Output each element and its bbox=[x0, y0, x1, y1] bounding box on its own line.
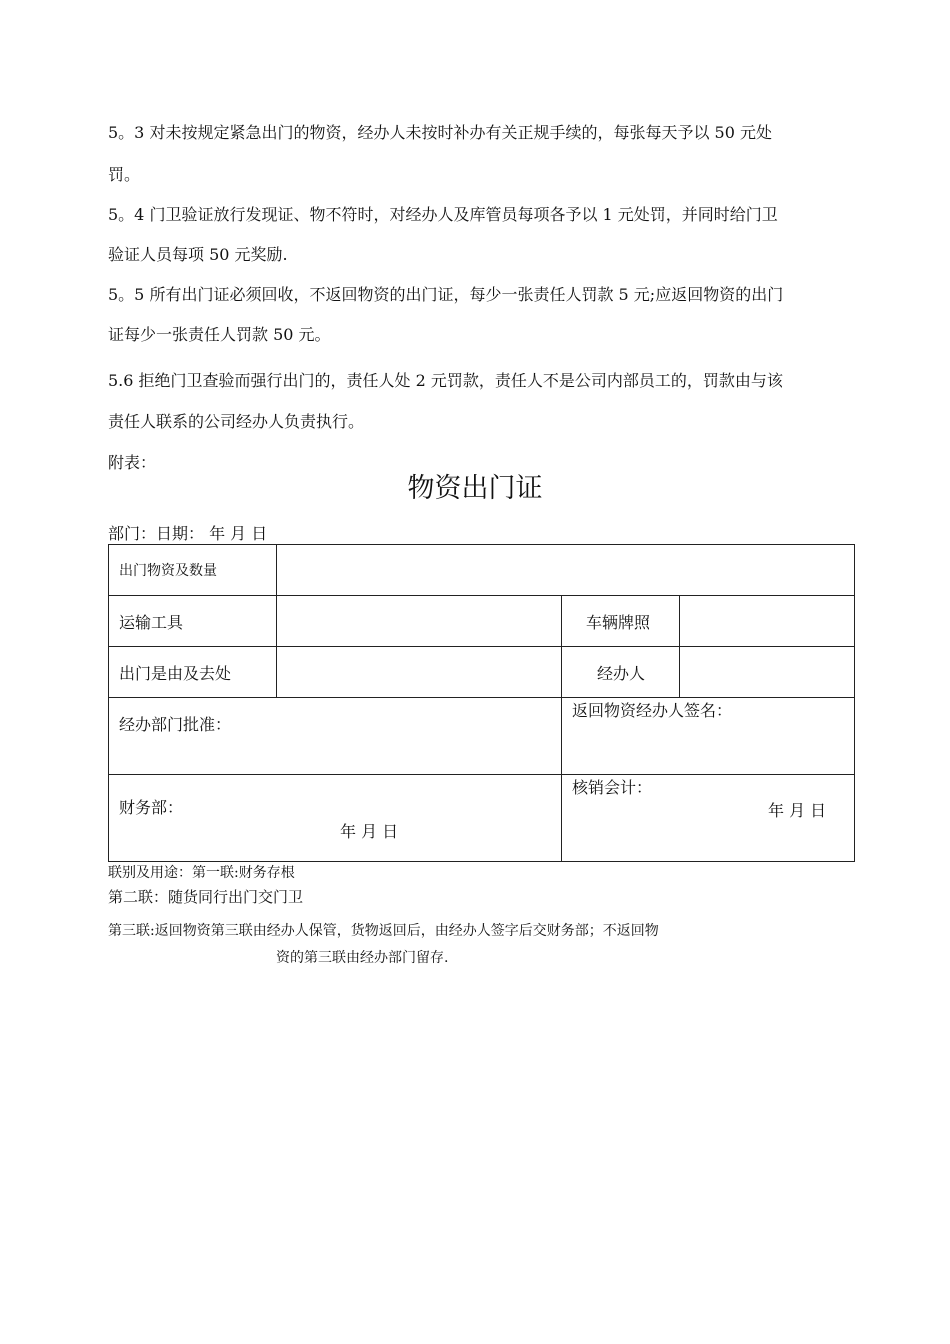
form-row-divider bbox=[108, 774, 855, 775]
auditor-date: 年 月 日 bbox=[768, 801, 827, 820]
form-row-divider bbox=[108, 697, 855, 698]
finance-date: 年 月 日 bbox=[340, 822, 399, 841]
form-border-right bbox=[854, 544, 855, 862]
rule-5-4-line-2: 验证人员每项 50 元奖励. bbox=[108, 245, 288, 264]
rule-5-5-line-2: 证每少一张责任人罚款 50 元。 bbox=[108, 325, 331, 344]
rule-5-3-line-2: 罚。 bbox=[108, 165, 141, 184]
rule-5-3-line-1: 5。3 对未按规定紧急出门的物资，经办人未按时补办有关正规手续的，每张每天予以 50 元处 bbox=[108, 123, 772, 142]
form-col-divider bbox=[276, 544, 277, 698]
form-row-divider bbox=[108, 646, 855, 647]
rule-5-6-line-1: 5.6 拒绝门卫查验而强行出门的，责任人处 2 元罚款，责任人不是公司内部员工的，罚款由与该 bbox=[108, 371, 783, 390]
form-col-divider bbox=[679, 595, 680, 698]
auditor-label: 核销会计： bbox=[572, 778, 653, 797]
copy-usage-line-4: 资的第三联由经办部门留存. bbox=[276, 950, 449, 966]
goods-quantity-label: 出门物资及数量 bbox=[119, 563, 217, 579]
form-border-top bbox=[108, 544, 855, 545]
plate-number-label: 车辆牌照 bbox=[586, 613, 651, 632]
form-row-divider bbox=[108, 595, 855, 596]
form-meta-line: 部门：日期： 年 月 日 bbox=[108, 524, 268, 543]
copy-usage-line-2: 第二联：随货同行出门交门卫 bbox=[108, 888, 304, 906]
copy-usage-line-1: 联别及用途：第一联:财务存根 bbox=[108, 865, 295, 881]
return-signature-label: 返回物资经办人签名： bbox=[572, 701, 733, 720]
rule-5-4-line-1: 5。4 门卫验证放行发现证、物不符时，对经办人及库管员每项各予以 1 元处罚，并同时给门卫 bbox=[108, 205, 778, 224]
dept-approval-label: 经办部门批准： bbox=[119, 715, 232, 734]
copy-usage-line-3: 第三联:返回物资第三联由经办人保管，货物返回后，由经办人签字后交财务部；不返回物 bbox=[108, 923, 659, 939]
handler-label: 经办人 bbox=[597, 664, 646, 683]
finance-dept-label: 财务部： bbox=[119, 798, 184, 817]
transport-label: 运输工具 bbox=[119, 613, 184, 632]
form-border-bottom bbox=[108, 861, 855, 862]
exit-reason-label: 出门是由及去处 bbox=[119, 664, 232, 683]
form-title: 物资出门证 bbox=[407, 473, 543, 504]
form-col-divider bbox=[561, 595, 562, 862]
appendix-label: 附表： bbox=[108, 453, 157, 472]
rule-5-6-line-2: 责任人联系的公司经办人负责执行。 bbox=[108, 412, 365, 431]
form-border-left bbox=[108, 544, 109, 862]
rule-5-5-line-1: 5。5 所有出门证必须回收，不返回物资的出门证，每少一张责任人罚款 5 元;应返回物资的出门 bbox=[108, 285, 784, 304]
